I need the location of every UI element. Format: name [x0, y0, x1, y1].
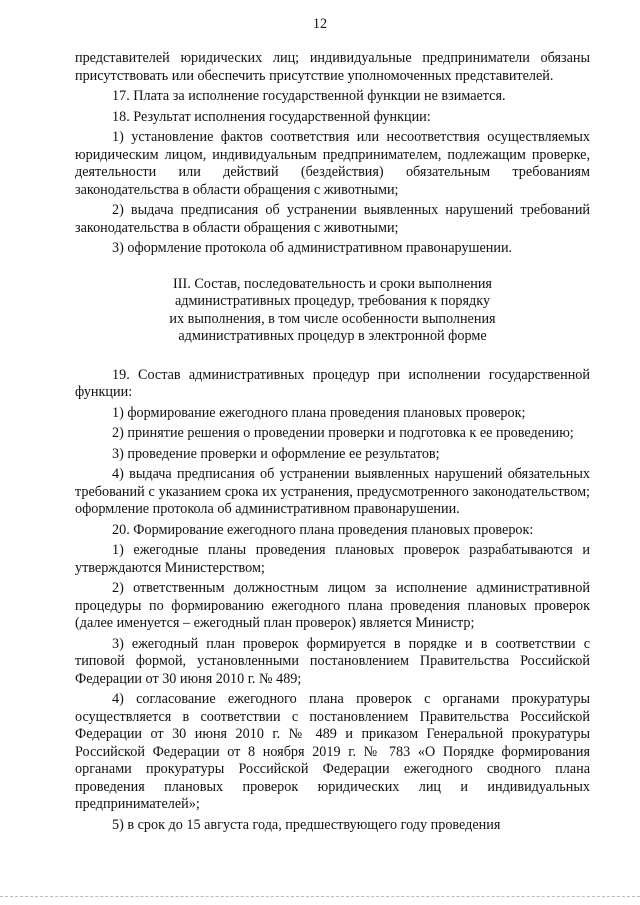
paragraph: 3) проведение проверки и оформление ее результатов;	[112, 445, 440, 462]
page-number: 12	[312, 16, 328, 32]
paragraph: 5) в срок до 15 августа года, предшествующего году проведения	[112, 816, 501, 833]
section-heading-line: административных процедур, требования к порядку	[174, 293, 491, 309]
section-heading-line: административных процедур в электронной форме	[178, 328, 487, 344]
paragraph: 19. Состав административных процедур при исполнении государственной функции:	[75, 366, 590, 400]
paragraph: 2) принятие решения о проведении проверки и подготовка к ее проведению;	[112, 425, 574, 441]
section-heading-line: III. Состав, последовательность и сроки выполнения	[173, 275, 492, 292]
body-text	[75, 50, 590, 834]
paragraph: 2) ответственным должностным лицом за исполнение административной процедуры по формированию ежегодного плана проведения плановых проверок (далее именуется – ежегодный план проверок) является Министр;	[75, 580, 590, 631]
paragraph: 1) ежегодные планы проведения плановых проверок разрабатываются и утверждаются Министерством;	[75, 542, 590, 576]
section-heading	[75, 276, 590, 346]
paragraph: 20. Формирование ежегодного плана проведения плановых проверок:	[112, 521, 534, 538]
paragraph: 3) оформление протокола об административном правонарушении.	[112, 240, 513, 256]
paragraph: 17. Плата за исполнение государственной функции не взимается.	[112, 88, 506, 104]
section-heading-line: их выполнения, в том числе особенности выполнения	[169, 310, 496, 327]
scan-edge-line	[0, 896, 640, 897]
paragraph: 18. Результат исполнения государственной функции:	[112, 108, 431, 125]
paragraph: 4) согласование ежегодного плана проверок с органами прокуратуры осуществляется в соответствии с постановлением Правительства Российской Федерации от 30 июня 2010 г. № 489 и приказом Генеральной прокуратуры Российской Федерации от 8 ноября 2019 г. № 783 «О Порядке формирования органами прокуратуры Российской Федерации ежегодного сводного плана проведения плановых проверок юридических лиц и индивидуальных предпринимателей»;	[75, 691, 590, 812]
paragraph: 1) формирование ежегодного плана проведения плановых проверок;	[112, 404, 526, 421]
paragraph: 3) ежегодный план проверок формируется в порядке и в соответствии с типовой формой, установленными постановлением Правительства Российской Федерации от 30 июня 2010 г. № 489;	[75, 635, 590, 687]
paragraph: представителей юридических лиц; индивидуальные предприниматели обязаны присутствовать или обеспечить присутствие уполномоченных представителей.	[75, 50, 590, 84]
paragraphs-before	[75, 50, 590, 258]
paragraph: 4) выдача предписания об устранении выявленных нарушений обязательных требований с указанием срока их устранения, предусмотренного законодательством; оформление протокола об административном правонарушении.	[75, 466, 590, 517]
paragraph: 2) выдача предписания об устранении выявленных нарушений требований законодательства в области обращения с животными;	[75, 202, 590, 236]
paragraphs-after	[75, 367, 590, 835]
paragraph: 1) установление фактов соответствия или несоответствия осуществляемых юридическим лицом, индивидуальным предпринимателем, подлежащим проверке, деятельности или действий (бездействия) обязательным требованиям законодательства в области обращения с животными;	[75, 129, 590, 198]
